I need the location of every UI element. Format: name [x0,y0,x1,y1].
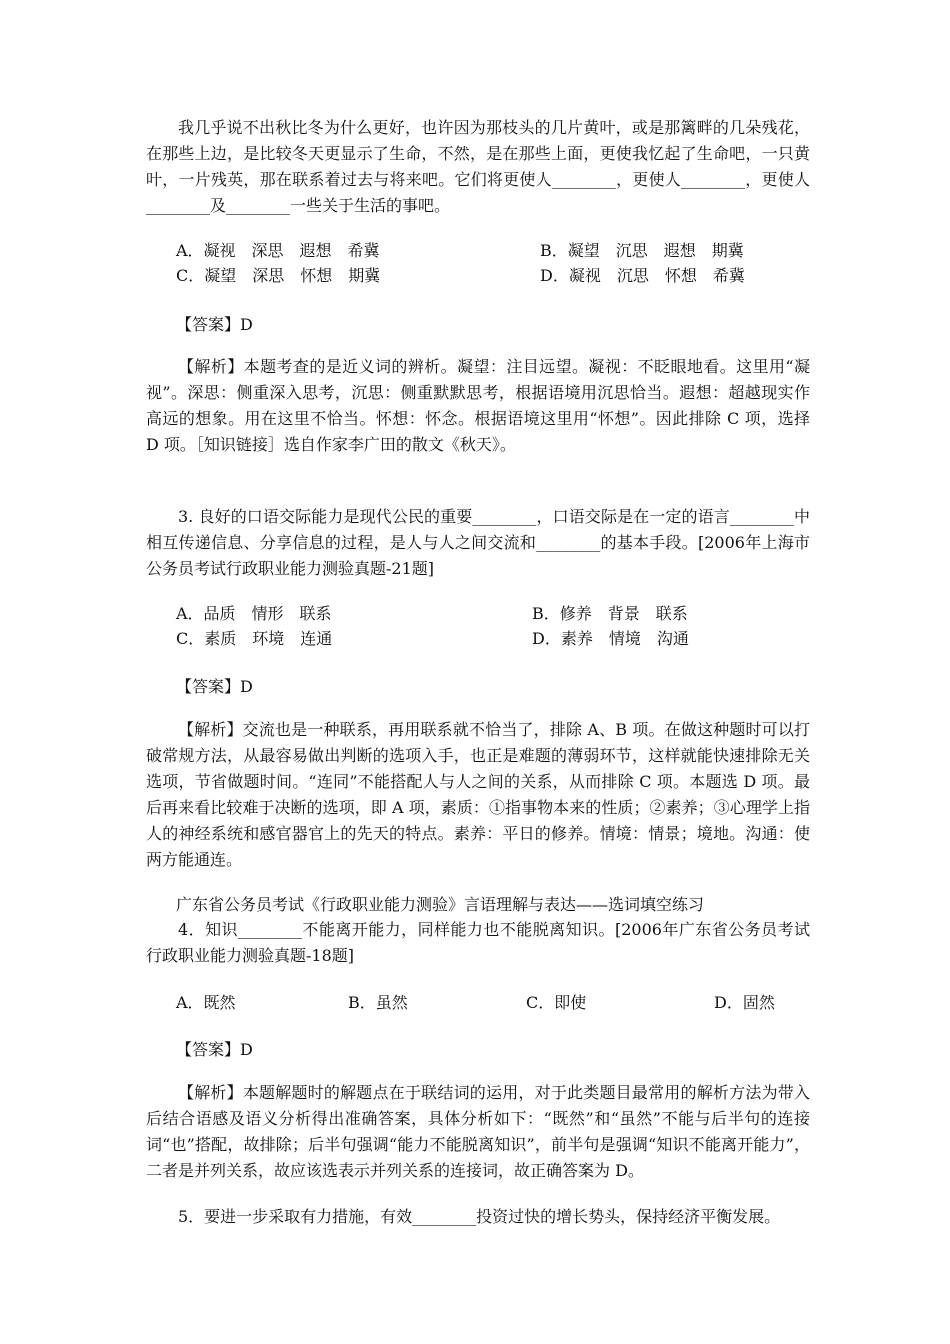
question-3-answer: 【答案】D [176,677,253,696]
question-4-analysis: 【解析】本题解题时的解题点在于联结词的运用，对于此类题目最常用的解析方法为带入后结合语感及语义分析得出准确答案，具体分析如下：“既然”和“虽然”不能与后半句的连接词“也”搭配，故排除；后半句强调“能力不能脱离知识”，前半句是强调“知识不能离开能力”，二者是并列关系，故应该选表示并列关系的连接词，故正确答案为 D。 [146,1083,810,1180]
option-d: D．素养 情境 沟通 [532,629,689,648]
option-c: C．凝望 深思 怀想 期冀 [176,266,381,285]
option-a: A．凝视 深思 遐想 希冀 [176,241,380,260]
option-b: B．修养 背景 联系 [532,604,688,623]
option-b: B．凝望 沉思 遐想 期冀 [540,241,744,260]
question-4-stem-block [146,917,810,969]
question-2-answer: 【答案】D [176,315,253,334]
question-5-stem: 5．要进一步采取有力措施，有效________投资过快的增长势头，保持经济平衡发展。 [178,1207,781,1226]
option-a: A．品质 情形 联系 [176,604,332,623]
question-3-analysis-block [146,717,810,873]
section-header: 广东省公务员考试《行政职业能力测验》言语理解与表达——选词填空练习 [176,895,705,914]
question-2-stem: 我几乎说不出秋比冬为什么更好，也许因为那枝头的几片黄叶，或是那篱畔的几朵残花，在那些上边，是比较冬天更显示了生命，不然，是在那些上面，更使我忆起了生命吧，一只黄叶，一片残英，那在联系着过去与将来吧。它们将更使人________，更使人________，更使人________及________一些关于生活的事吧。 [146,118,810,215]
question-2-options [176,238,796,288]
question-4-stem: 4．知识________不能离开能力，同样能力也不能脱离知识。[2006年广东省公务员考试行政职业能力测验真题-18题] [146,920,810,965]
question-3-analysis: 【解析】交流也是一种联系，再用联系就不恰当了，排除 A、B 项。在做这种题时可以打破常规方法，从最容易做出判断的选项入手，也正是难题的薄弱环节，这样就能快速排除无关选项，节省做题时间。“连同”不能搭配人与人之间的关系，从而排除 C 项。本题选 D 项。最后再来看比较难于决断的选项，即 A 项，素质：①指事物本来的性质；②素养；③心理学上指人的神经系统和感官器官上的先天的特点。素养：平日的修养。情境：情景；境地。沟通：使两方能通连。 [146,720,810,869]
question-4-analysis-block [146,1080,810,1184]
question-4-answer: 【答案】D [176,1040,253,1059]
question-2-analysis-block [146,354,810,458]
option-b: B．虽然 [348,993,408,1012]
question-3-options [176,601,796,651]
question-4-options [176,990,796,1015]
question-2-stem-block [146,115,810,219]
question-3-stem: 3. 良好的口语交际能力是现代公民的重要________，口语交际是在一定的语言________中相互传递信息、分享信息的过程，是人与人之间交流和________的基本手段。[2006年上海市公务员考试行政职业能力测验真题-21题] [146,507,810,578]
question-2-analysis: 【解析】本题考查的是近义词的辨析。凝望：注目远望。凝视：不眨眼地看。这里用“凝视”。深思：侧重深入思考，沉思：侧重默默思考，根据语境用沉思恰当。遐想：超越现实作高远的想象。用在这里不恰当。怀想：怀念。根据语境这里用“怀想”。因此排除 C 项，选择 D 项。［知识链接］选自作家李广田的散文《秋天》。 [146,357,810,454]
question-3-stem-block [146,504,810,582]
option-c: C．即使 [526,993,587,1012]
option-d: D．凝视 沉思 怀想 希冀 [540,266,745,285]
option-c: C．素质 环境 连通 [176,629,333,648]
question-5-stem-block [146,1204,810,1230]
option-d: D．固然 [714,993,775,1012]
option-a: A．既然 [176,993,236,1012]
